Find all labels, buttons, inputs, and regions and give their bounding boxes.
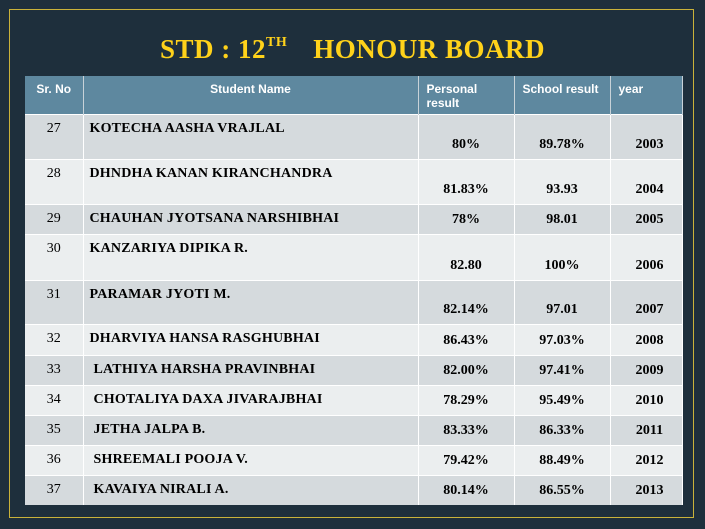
personal-result-cell: 80.14% — [418, 475, 514, 505]
table-row — [25, 324, 682, 355]
student-name-cell: JETHA JALPA B. — [83, 415, 418, 445]
student-name-cell: KOTECHA AASHA VRAJLAL — [83, 114, 418, 159]
title-superscript: TH — [266, 35, 288, 50]
personal-result-cell: 81.83% — [418, 159, 514, 204]
year-cell: 2007 — [610, 280, 682, 324]
school-result-cell: 89.78% — [514, 114, 610, 159]
table-header-row — [25, 76, 682, 114]
school-result-cell: 98.01 — [514, 204, 610, 234]
school-result-cell: 95.49% — [514, 385, 610, 415]
table-row — [25, 280, 682, 324]
year-cell: 2013 — [610, 475, 682, 505]
school-result-cell: 97.03% — [514, 324, 610, 355]
student-name-cell: DHARVIYA HANSA RASGHUBHAI — [83, 324, 418, 355]
column-header-personal-result: Personal result — [418, 76, 514, 114]
student-name-cell: DHNDHA KANAN KIRANCHANDRA — [83, 159, 418, 204]
school-result-cell: 97.41% — [514, 355, 610, 385]
sr-no-cell: 33 — [25, 355, 83, 385]
title-board: HONOUR BOARD — [313, 34, 545, 64]
title-std: STD : 12 — [159, 34, 266, 64]
table-row — [25, 355, 682, 385]
sr-no-cell: 34 — [25, 385, 83, 415]
personal-result-cell: 82.14% — [418, 280, 514, 324]
year-cell: 2012 — [610, 445, 682, 475]
personal-result-cell: 78.29% — [418, 385, 514, 415]
school-result-cell: 97.01 — [514, 280, 610, 324]
school-result-cell: 93.93 — [514, 159, 610, 204]
column-header-student-name: Student Name — [83, 76, 418, 114]
personal-result-cell: 80% — [418, 114, 514, 159]
year-cell: 2009 — [610, 355, 682, 385]
year-cell: 2003 — [610, 114, 682, 159]
school-result-cell: 100% — [514, 234, 610, 280]
personal-result-cell: 82.80 — [418, 234, 514, 280]
sr-no-cell: 31 — [25, 280, 83, 324]
column-header-sr-no: Sr. No — [25, 76, 83, 114]
table-row — [25, 415, 682, 445]
student-name-cell: SHREEMALI POOJA V. — [83, 445, 418, 475]
student-name-cell: KANZARIYA DIPIKA R. — [83, 234, 418, 280]
school-result-cell: 86.33% — [514, 415, 610, 445]
personal-result-cell: 86.43% — [418, 324, 514, 355]
school-result-cell: 86.55% — [514, 475, 610, 505]
page-title — [0, 34, 705, 65]
sr-no-cell: 36 — [25, 445, 83, 475]
table-row — [25, 204, 682, 234]
student-name-cell: KAVAIYA NIRALI A. — [83, 475, 418, 505]
year-cell: 2008 — [610, 324, 682, 355]
sr-no-cell: 37 — [25, 475, 83, 505]
sr-no-cell: 32 — [25, 324, 83, 355]
student-name-cell: CHAUHAN JYOTSANA NARSHIBHAI — [83, 204, 418, 234]
sr-no-cell: 35 — [25, 415, 83, 445]
honour-board-table — [25, 76, 683, 505]
table-row — [25, 445, 682, 475]
student-name-cell: CHOTALIYA DAXA JIVARAJBHAI — [83, 385, 418, 415]
personal-result-cell: 79.42% — [418, 445, 514, 475]
personal-result-cell: 78% — [418, 204, 514, 234]
student-name-cell: LATHIYA HARSHA PRAVINBHAI — [83, 355, 418, 385]
year-cell: 2010 — [610, 385, 682, 415]
table-row — [25, 159, 682, 204]
sr-no-cell: 29 — [25, 204, 83, 234]
table-row — [25, 234, 682, 280]
table-row — [25, 475, 682, 505]
school-result-cell: 88.49% — [514, 445, 610, 475]
year-cell: 2005 — [610, 204, 682, 234]
personal-result-cell: 82.00% — [418, 355, 514, 385]
table-row — [25, 385, 682, 415]
year-cell: 2006 — [610, 234, 682, 280]
personal-result-cell: 83.33% — [418, 415, 514, 445]
sr-no-cell: 27 — [25, 114, 83, 159]
student-name-cell: PARAMAR JYOTI M. — [83, 280, 418, 324]
column-header-year: year — [610, 76, 682, 114]
column-header-school-result: School result — [514, 76, 610, 114]
sr-no-cell: 30 — [25, 234, 83, 280]
table-row — [25, 114, 682, 159]
year-cell: 2004 — [610, 159, 682, 204]
year-cell: 2011 — [610, 415, 682, 445]
sr-no-cell: 28 — [25, 159, 83, 204]
